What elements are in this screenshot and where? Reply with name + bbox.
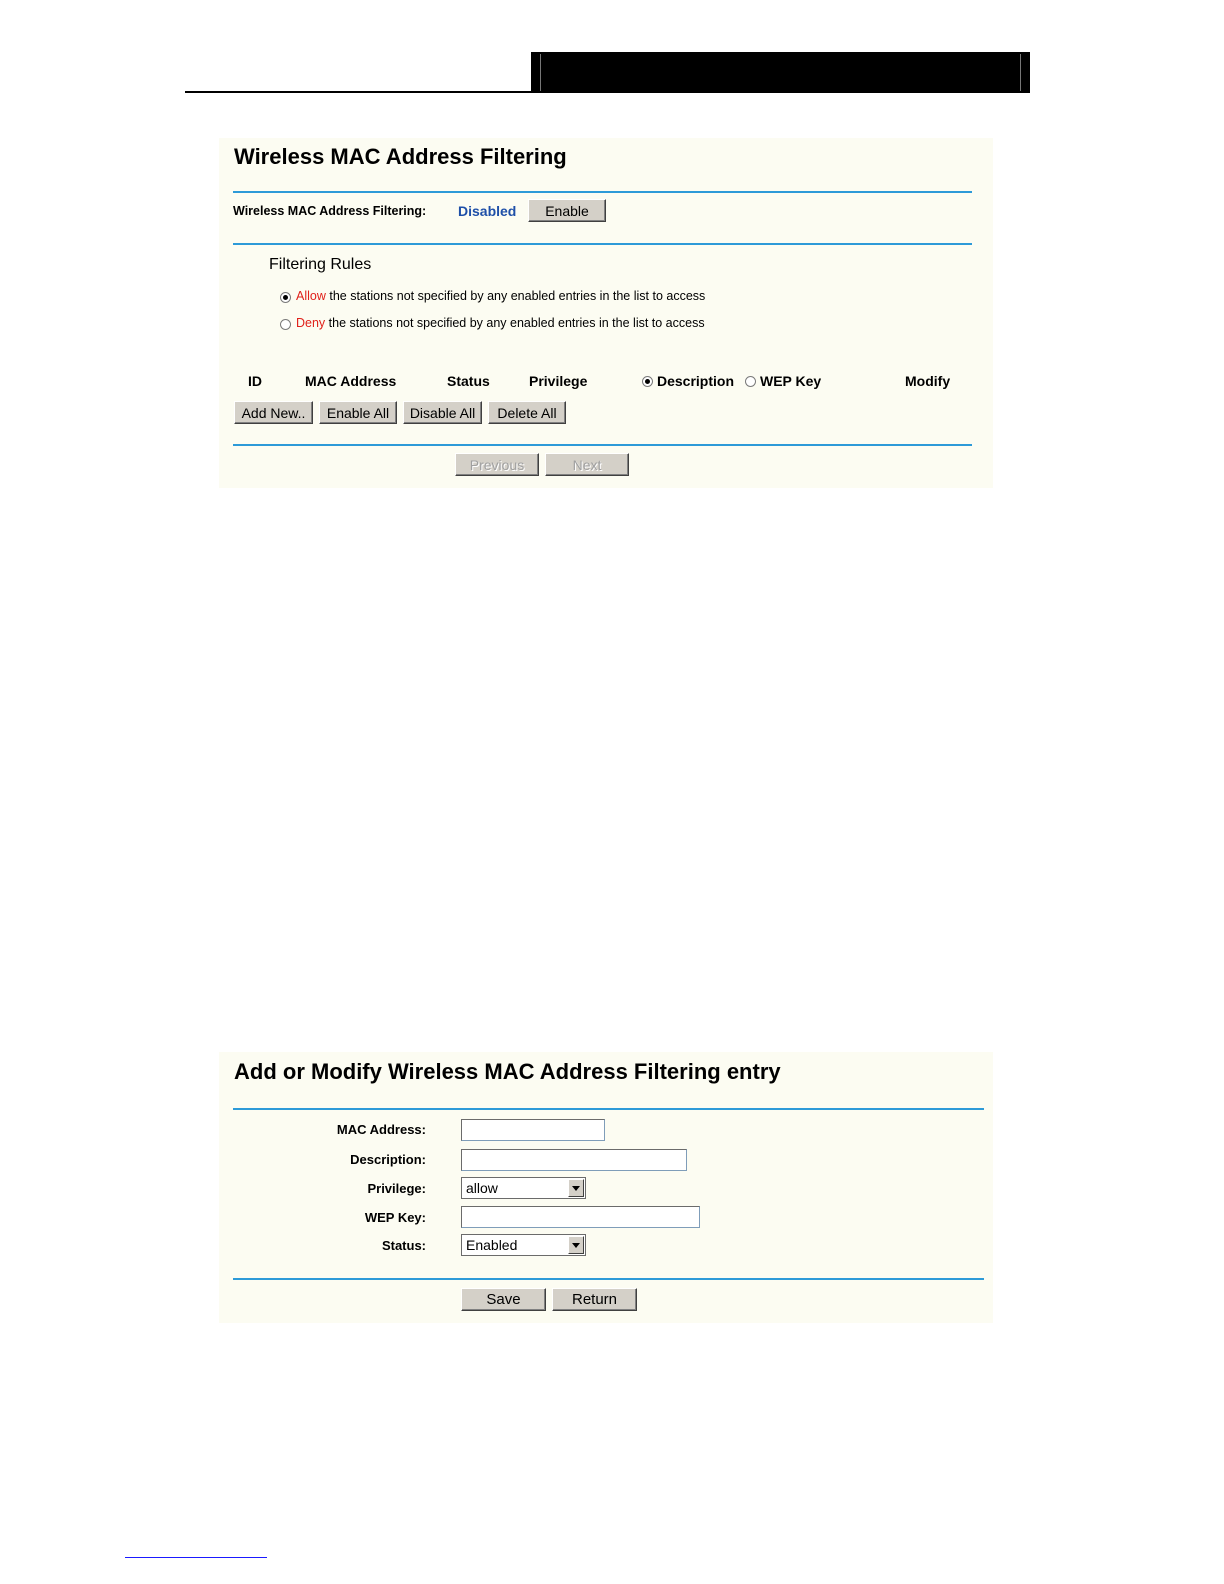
column-modify: Modify	[905, 373, 951, 389]
allow-rule-description: the stations not specified by any enabled entries in the list to access	[329, 289, 706, 303]
disable-all-button[interactable]: Disable All	[403, 401, 482, 424]
wep-key-label: WEP Key:	[364, 1210, 426, 1225]
page-title: Wireless MAC Address Filtering	[234, 144, 567, 169]
privilege-selected-value: allow	[466, 1180, 498, 1196]
page-header-bar	[531, 52, 1030, 93]
add-modify-entry-panel	[219, 1052, 993, 1323]
column-description: Description	[657, 373, 735, 389]
section-divider	[233, 243, 972, 245]
section-divider	[233, 1108, 984, 1110]
delete-all-button[interactable]: Delete All	[488, 401, 566, 424]
section-divider	[233, 1278, 984, 1280]
section-divider	[233, 191, 972, 193]
privilege-label: Privilege:	[367, 1181, 426, 1196]
status-select[interactable]	[461, 1234, 586, 1256]
column-status: Status	[447, 373, 490, 389]
previous-button[interactable]: Previous	[455, 453, 539, 476]
description-label: Description:	[350, 1152, 426, 1167]
allow-rule-radio[interactable]	[280, 292, 291, 303]
column-id: ID	[248, 373, 262, 389]
status-label: Status:	[381, 1238, 426, 1253]
column-wep-key: WEP Key	[760, 373, 822, 389]
mac-address-input[interactable]	[461, 1119, 605, 1141]
deny-rule-text	[296, 316, 705, 330]
description-column-radio[interactable]	[642, 376, 653, 387]
column-privilege: Privilege	[529, 373, 588, 389]
allow-rule-text	[296, 289, 705, 303]
filtering-status-value: Disabled	[458, 203, 517, 219]
chevron-down-icon[interactable]	[568, 1179, 584, 1197]
footer-link-underline	[125, 1557, 267, 1558]
next-button[interactable]: Next	[545, 453, 629, 476]
wep-key-input[interactable]	[461, 1206, 700, 1228]
return-button[interactable]: Return	[552, 1288, 637, 1311]
entry-page-title: Add or Modify Wireless MAC Address Filtering entry	[234, 1059, 781, 1084]
mac-filtering-panel	[219, 138, 993, 488]
deny-rule-radio[interactable]	[280, 319, 291, 330]
chevron-down-icon[interactable]	[568, 1236, 584, 1254]
deny-keyword: Deny	[296, 316, 326, 330]
enable-button[interactable]: Enable	[528, 199, 606, 222]
privilege-select[interactable]	[461, 1177, 586, 1199]
save-button[interactable]: Save	[461, 1288, 546, 1311]
description-input[interactable]	[461, 1149, 687, 1171]
filtering-rules-heading: Filtering Rules	[269, 256, 372, 273]
enable-all-button[interactable]: Enable All	[319, 401, 397, 424]
status-selected-value: Enabled	[466, 1237, 518, 1253]
filtering-status-label: Wireless MAC Address Filtering:	[233, 204, 427, 218]
section-divider	[233, 444, 972, 446]
wep-key-column-radio[interactable]	[745, 376, 756, 387]
mac-address-label: MAC Address:	[336, 1122, 426, 1137]
deny-rule-description: the stations not specified by any enabled entries in the list to access	[328, 316, 705, 330]
add-new-button[interactable]: Add New..	[234, 401, 313, 424]
allow-keyword: Allow	[296, 289, 326, 303]
column-mac-address: MAC Address	[305, 373, 397, 389]
